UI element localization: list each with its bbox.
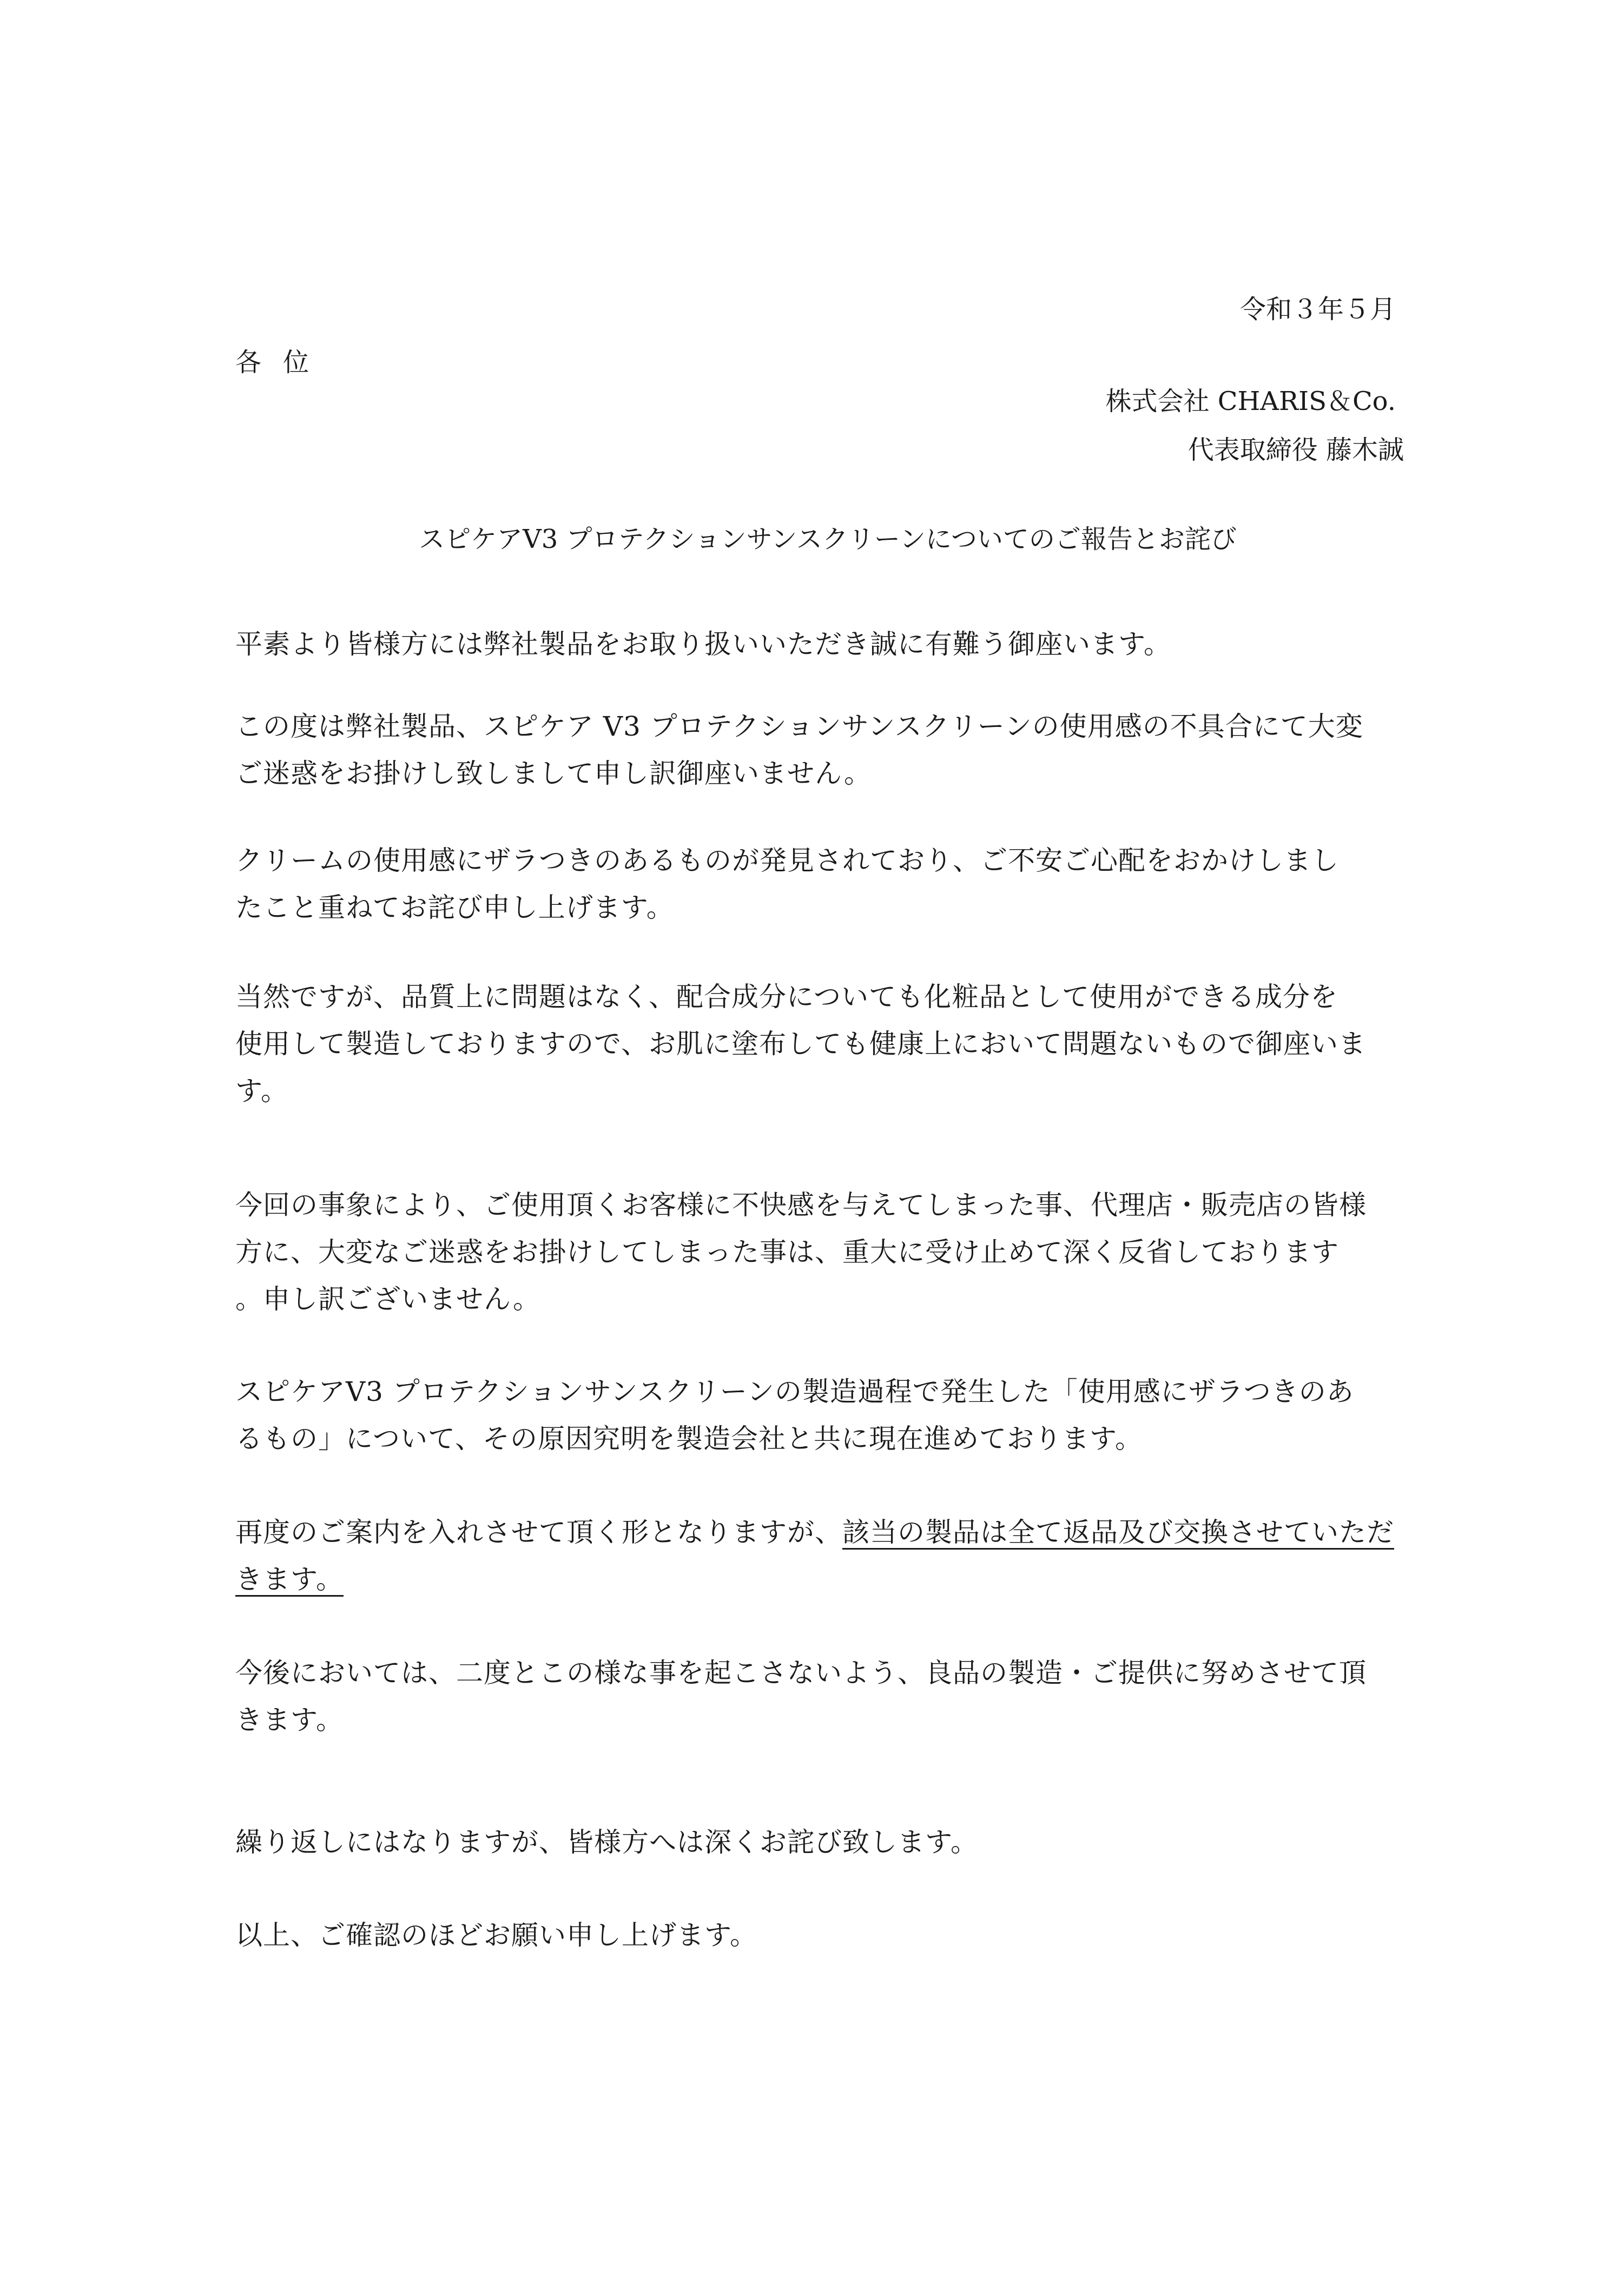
paragraph-apology — [235, 703, 1398, 797]
paragraph-closing — [235, 1912, 1398, 1959]
paragraph-line: 繰り返しにはなりますが、皆様方へは深くお詫び致します。 — [235, 1827, 978, 1858]
paragraph-line: 今後においては、二度とこの様な事を起こさないよう、良品の製造・ご提供に努めさせて頂 — [235, 1657, 1367, 1689]
paragraph-return-exchange — [235, 1509, 1398, 1603]
document-title: スピケアV3 プロテクションサンスクリーンについてのご報告とお詫び — [419, 524, 1237, 554]
paragraph-line: スピケアV3 プロテクションサンスクリーンの製造過程で発生した「使用感にザラつきのあ — [235, 1376, 1354, 1407]
paragraph-line: ご迷惑をお掛けし致しまして申し訳御座いません。 — [235, 758, 872, 789]
paragraph-line: 今回の事象により、ご使用頂くお客様に不快感を与えてしまった事、代理店・販売店の皆様 — [235, 1189, 1367, 1221]
representative-name: 代表取締役 藤木誠 — [1187, 435, 1404, 465]
paragraph-issue — [235, 837, 1398, 931]
addressee: 各位 — [235, 347, 331, 378]
paragraph-line: 以上、ご確認のほどお願い申し上げます。 — [235, 1920, 757, 1951]
paragraph-line: この度は弊社製品、スピケア V3 プロテクションサンスクリーンの使用感の不具合にて大変 — [235, 711, 1363, 742]
paragraph-line: たこと重ねてお詫び申し上げます。 — [235, 892, 674, 923]
paragraph-reflection — [235, 1182, 1398, 1323]
paragraph-prevention — [235, 1650, 1398, 1744]
underlined-notice: 該当の製品は全て返品及び交換させていただ — [842, 1517, 1394, 1548]
paragraph-line: 方に、大変なご迷惑をお掛けしてしまった事は、重大に受け止めて深く反省しております — [235, 1236, 1339, 1268]
paragraph-line — [235, 1556, 1398, 1603]
paragraph-line — [235, 1509, 1398, 1556]
paragraph-text: 再度のご案内を入れさせて頂く形となりますが、 — [235, 1517, 842, 1548]
paragraph-line: きます。 — [235, 1704, 344, 1736]
paragraph-greeting — [235, 621, 1398, 668]
paragraph-investigation — [235, 1368, 1398, 1463]
paragraph-line: 。申し訳ございません。 — [235, 1283, 540, 1315]
paragraph-line: クリームの使用感にザラつきのあるものが発見されており、ご不安ご心配をおかけしまし — [235, 845, 1339, 876]
paragraph-line: 平素より皆様方には弊社製品をお取り扱いいただき誠に有難う御座います。 — [235, 628, 1171, 660]
company-name: 株式会社 CHARIS＆Co. — [1105, 386, 1396, 416]
document-date: 令和３年５月 — [1239, 294, 1396, 325]
paragraph-line: 使用して製造しておりますので、お肌に塗布しても健康上において問題ないもので御座いま — [235, 1028, 1366, 1060]
paragraph-line: 当然ですが、品質上に問題はなく、配合成分についても化粧品として使用ができる成分を — [235, 981, 1338, 1013]
underlined-notice: きます。 — [235, 1564, 344, 1595]
paragraph-closing-apology — [235, 1819, 1398, 1866]
paragraph-quality — [235, 974, 1398, 1115]
paragraph-line: す。 — [235, 1075, 288, 1107]
paragraph-line: るもの」について、その原因究明を製造会社と共に現在進めております。 — [235, 1423, 1143, 1454]
